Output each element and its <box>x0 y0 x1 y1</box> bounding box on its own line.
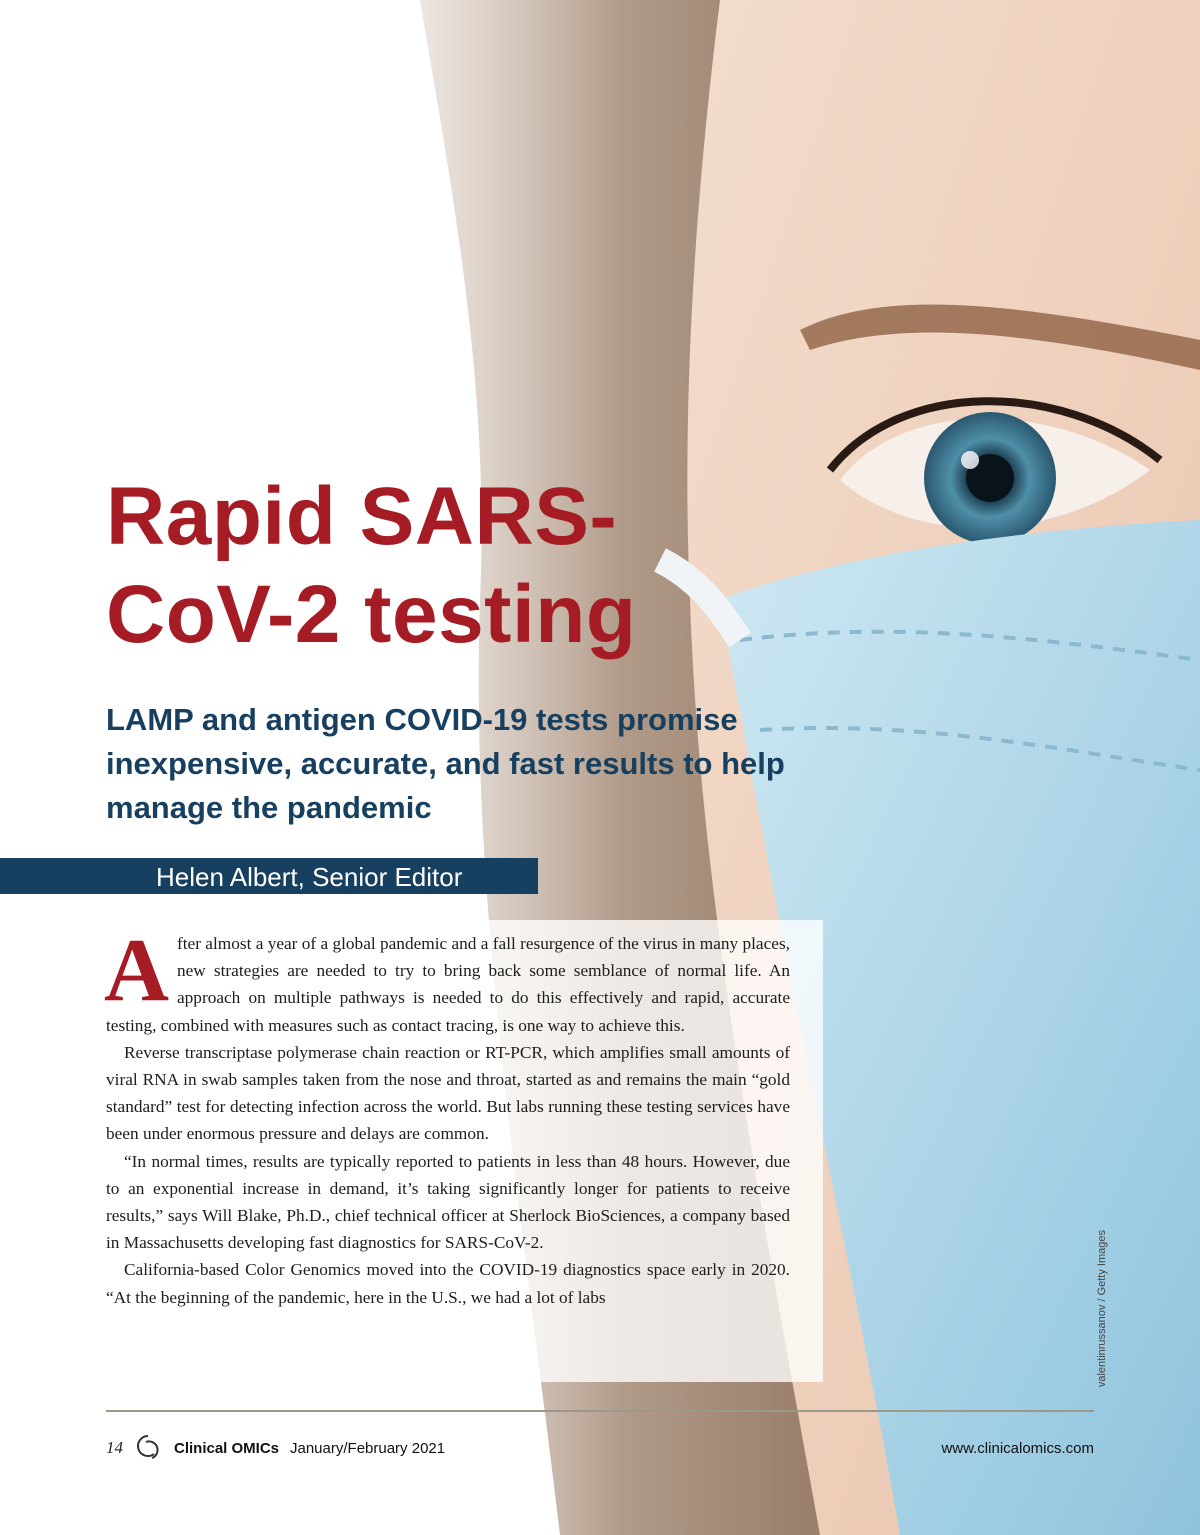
photo-credit: valentinrussanov / Getty Images <box>1096 1230 1108 1388</box>
article-paragraph-2: Reverse transcriptase polymerase chain reaction or RT-PCR, which amplifies small amounts of viral RNA in swab samples taken from the nose and throat, started as and remains the main “gold standard” test for detecting infection across the world. But labs running these testing services have been under enormous pressure and delays are common. <box>106 1042 790 1144</box>
drop-cap: A <box>104 921 169 1020</box>
website-link[interactable]: www.clinicalomics.com <box>941 1440 1094 1457</box>
article-body <box>104 921 790 1311</box>
footer-rule <box>106 1410 1094 1412</box>
paragraph-1-text: fter almost a year of a global pandemic and a fall resurgence of the virus in many places, new strategies are needed to try to bring back some semblance of normal life. An approach on multiple pathways is needed to do this effectively and rapid, accurate testing, combined with measures such as contact tracing, is one way to achieve this. <box>106 934 790 1035</box>
clinical-omics-logo-icon <box>134 1432 164 1462</box>
issue-date: January/February 2021 <box>290 1440 446 1457</box>
byline: Helen Albert, Senior Editor <box>156 862 463 892</box>
article-paragraph-1 <box>104 921 790 1039</box>
headline-line-2: CoV-2 testing <box>106 569 637 660</box>
article-paragraph-3: “In normal times, results are typically reported to patients in less than 48 hours. However, due to an exponential increase in demand, it’s taking significantly longer for patients to receive results,” says Will Blake, Ph.D., chief technical officer at Sherlock BioSciences, a company based in Massachusetts developing fast diagnostics for SARS-CoV-2. <box>106 1151 790 1253</box>
headline-line-1: Rapid SARS- <box>106 471 618 562</box>
headline <box>106 468 806 664</box>
subheadline: LAMP and antigen COVID-19 tests promise inexpensive, accurate, and fast results to help manage the pandemic <box>106 702 785 825</box>
page-footer <box>106 1428 1094 1456</box>
brand-name: Clinical OMICs <box>174 1440 280 1457</box>
article-paragraph-4: California-based Color Genomics moved into the COVID-19 diagnostics space early in 2020. “At the beginning of the pandemic, here in the U.S., we had a lot of labs <box>106 1260 790 1307</box>
page-number: 14 <box>106 1438 123 1457</box>
